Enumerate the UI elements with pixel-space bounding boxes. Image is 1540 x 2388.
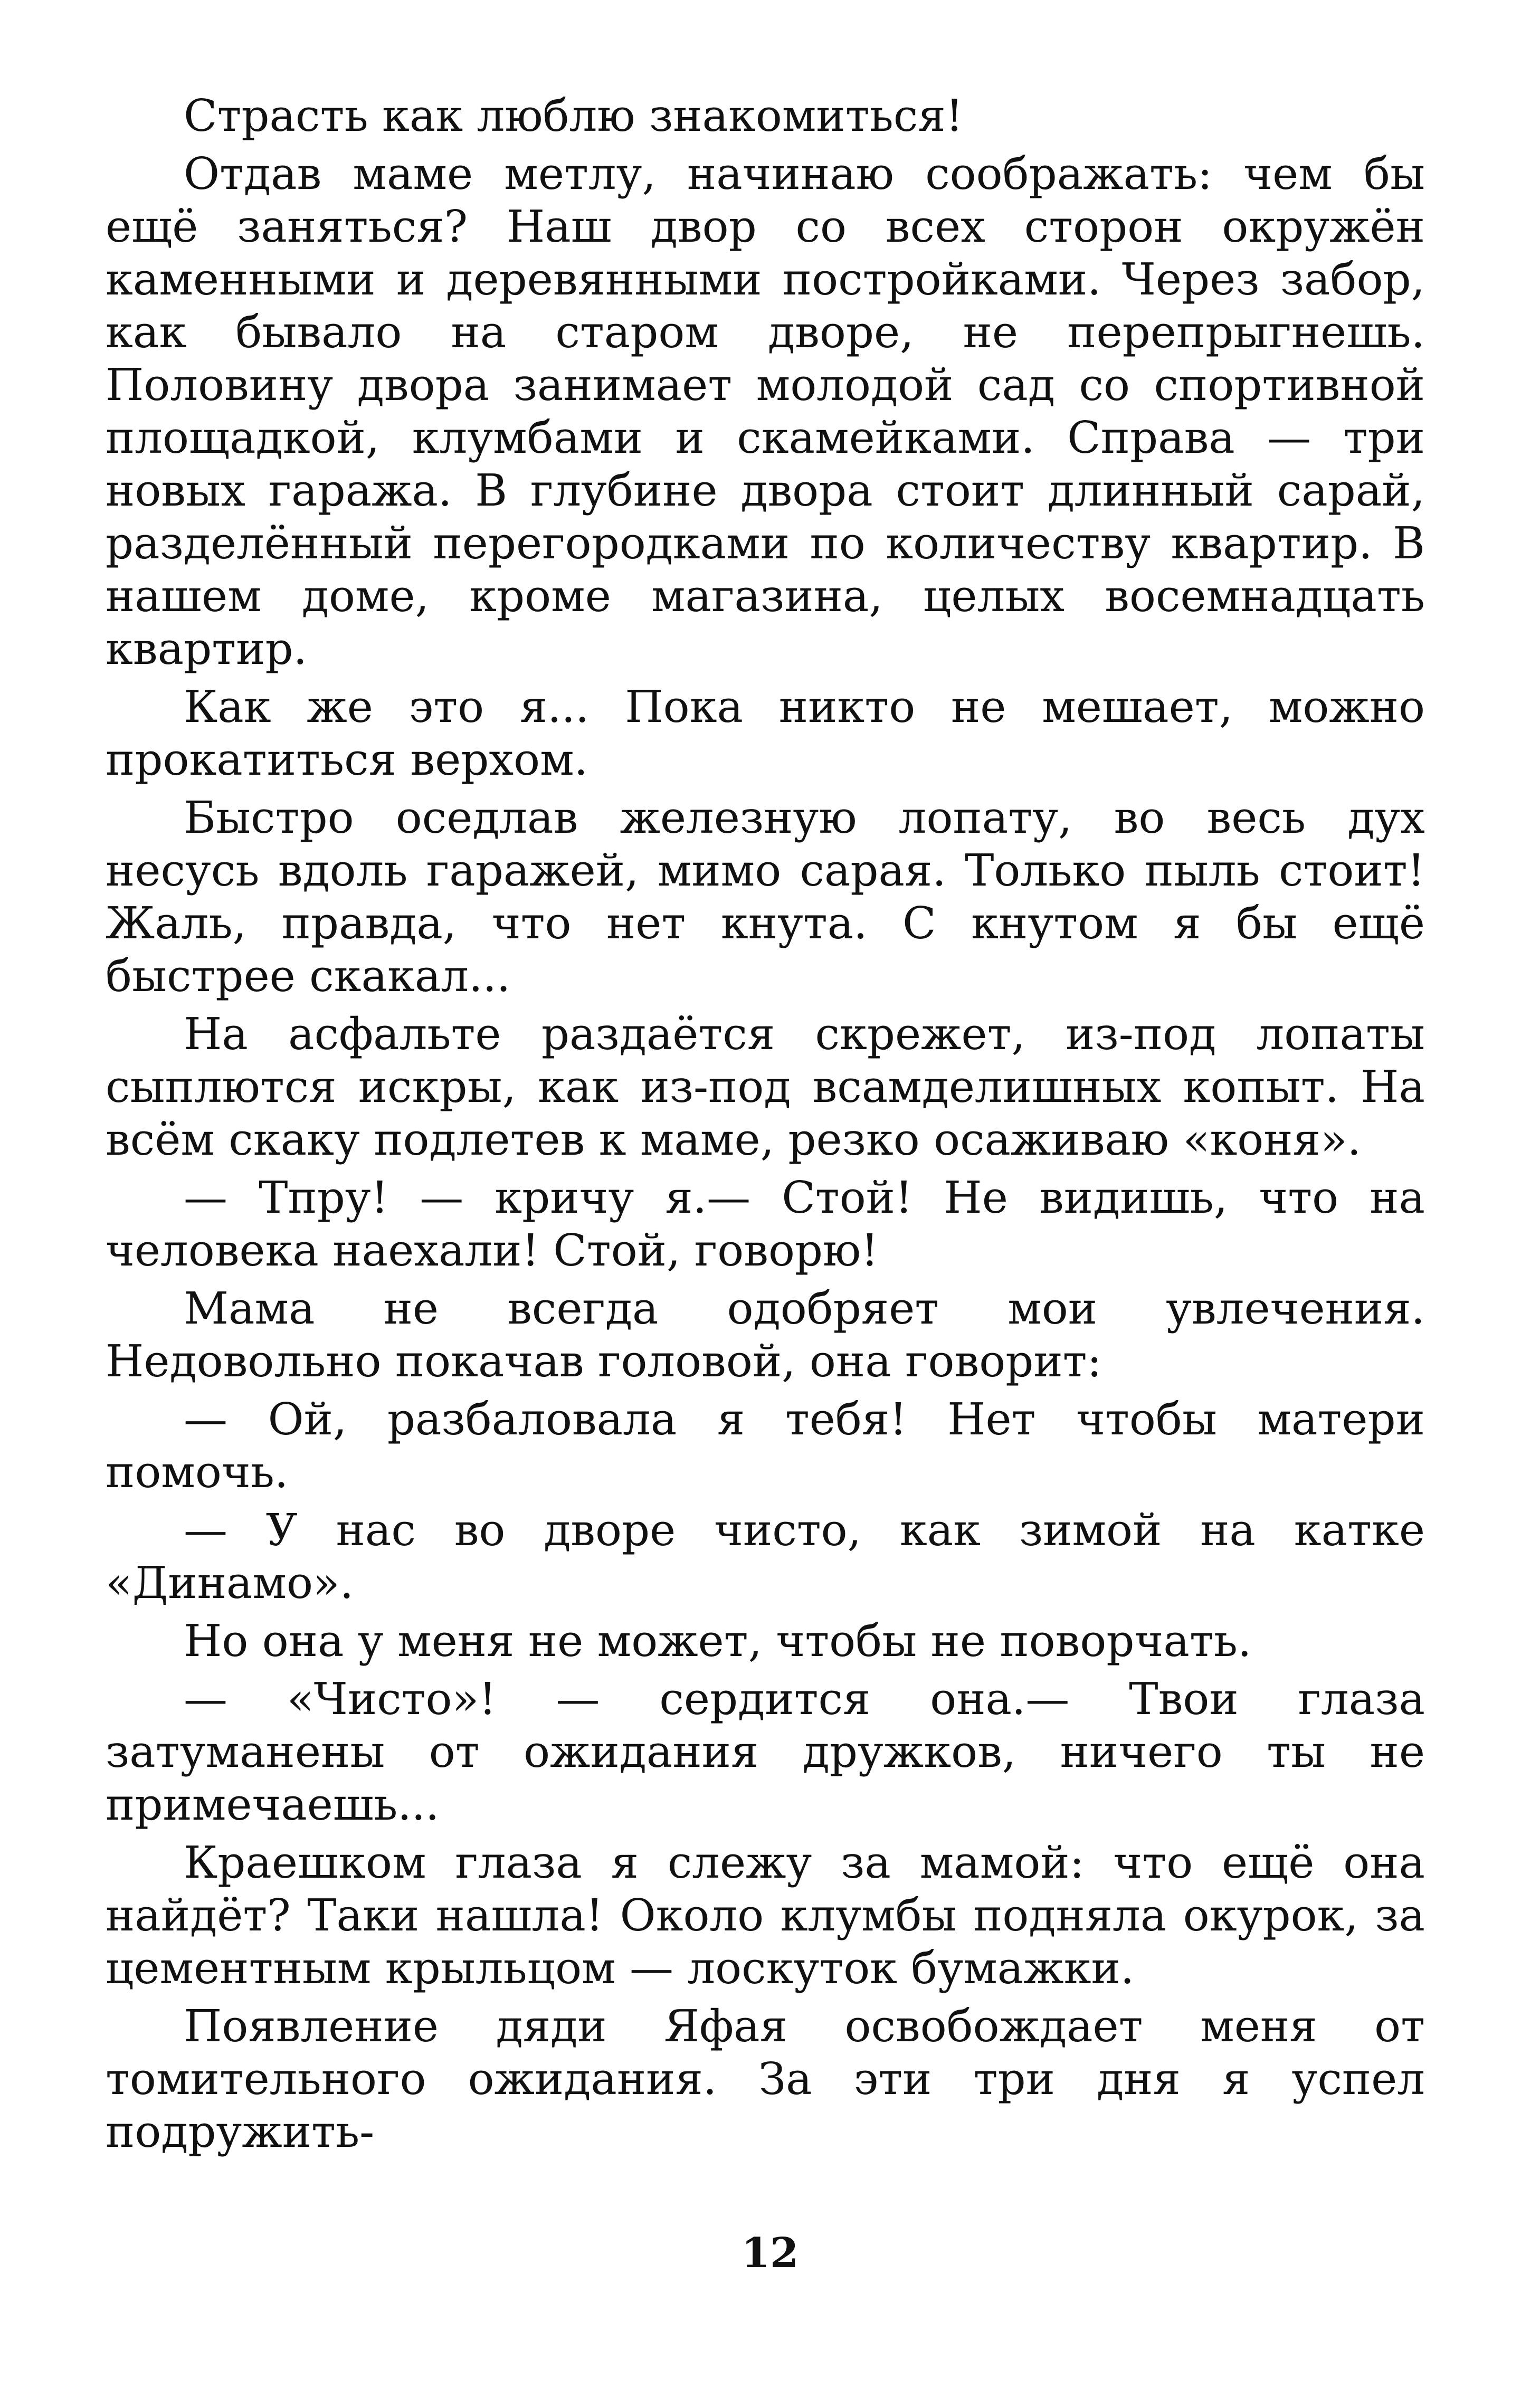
paragraph: Появление дяди Яфая освобождает меня от томительного ожидания. За эти три дня я успел подружить- — [106, 2001, 1425, 2157]
paragraph: Мама не всегда одобряет мои увлечения. Недовольно покачав головой, она говорит: — [106, 1283, 1425, 1387]
paragraph: — Тпру! — кричу я.— Стой! Не видишь, что на человека наехали! Стой, говорю! — [106, 1172, 1425, 1276]
paragraph: Отдав маме метлу, начинаю соображать: чем бы ещё заняться? Наш двор со всех сторон окружён каменными и деревянными постройками. Через забор, как бывало на старом дворе, не перепрыгнешь. Половину двора занимает молодой сад со спортивной площадкой, клумбами и скамейками. Справа — три новых гаража. В глубине двора стоит длинный сарай, разделённый перегородками по количеству квартир. В нашем доме, кроме магазина, целых восемнадцать квартир. — [106, 148, 1425, 674]
paragraph: — «Чисто»! — сердится она.— Твои глаза затуманены от ожидания дружков, ничего ты не примечаешь... — [106, 1673, 1425, 1830]
body-text — [106, 90, 1425, 2164]
paragraph: — Ой, разбаловала я тебя! Нет чтобы матери помочь. — [106, 1394, 1425, 1498]
paragraph: Но она у меня не может, чтобы не поворчать. — [184, 1615, 1252, 1667]
paragraph: Как же это я... Пока никто не мешает, можно прокатиться верхом. — [106, 681, 1425, 785]
paragraph: — У нас во дворе чисто, как зимой на катке «Динамо». — [106, 1505, 1425, 1609]
paragraph: Быстро оседлав железную лопату, во весь дух несусь вдоль гаражей, мимо сарая. Только пыль стоит! Жаль, правда, что нет кнута. С кнутом я бы ещё быстрее скакал... — [106, 792, 1425, 1002]
paragraph: На асфальте раздаётся скрежет, из-под лопаты сыплются искры, как из-под всамделишных копыт. На всём скаку подлетев к маме, резко осаживаю «коня». — [106, 1009, 1425, 1165]
paragraph: Страсть как люблю знакомиться! — [184, 90, 964, 141]
page-number: 12 — [741, 2229, 799, 2277]
paragraph: Краешком глаза я слежу за мамой: что ещё она найдёт? Таки нашла! Около клумбы подняла окурок, за цементным крыльцом — лоскуток бумажки. — [106, 1837, 1425, 1994]
